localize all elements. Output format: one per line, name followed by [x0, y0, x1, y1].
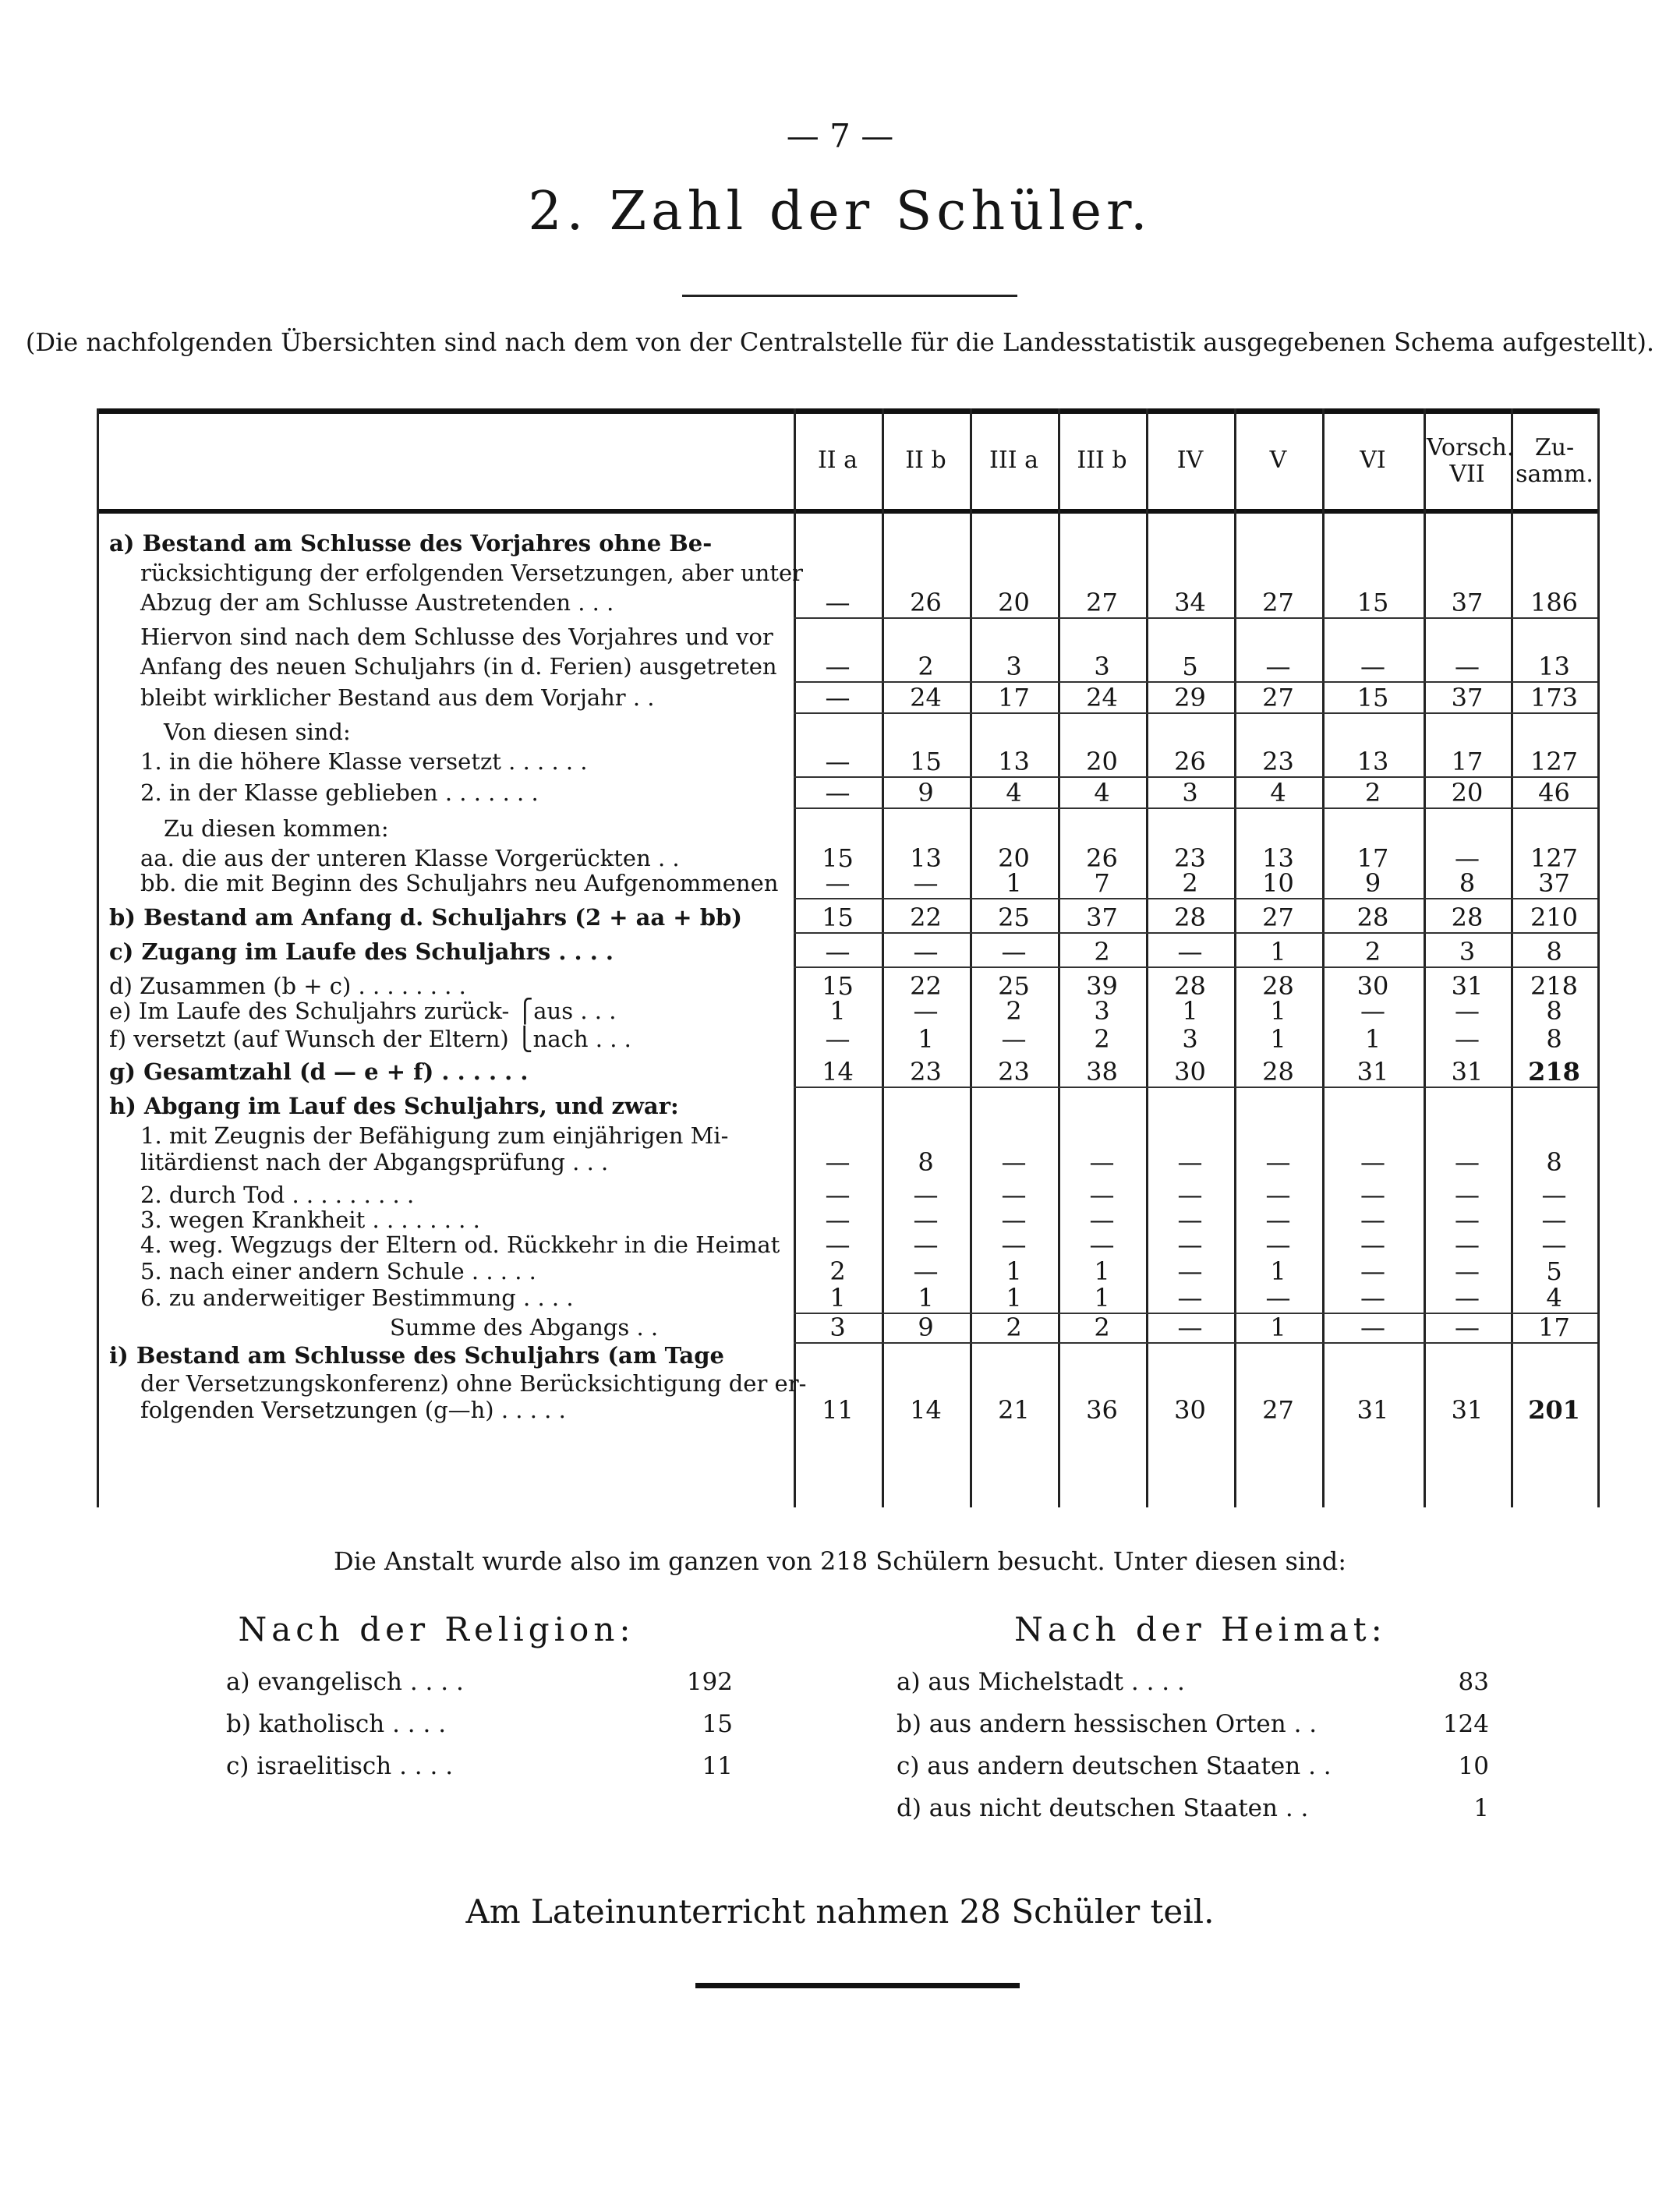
table-cell: —: [1360, 1180, 1385, 1210]
table-cell: 2: [1364, 778, 1381, 807]
list-item: c) israelitisch . . . .: [226, 1752, 454, 1780]
table-cell: —: [1001, 1147, 1027, 1177]
table-cell: 31: [1451, 1057, 1484, 1087]
table-cell: —: [1265, 652, 1291, 681]
table-cell: 13: [1538, 652, 1570, 681]
table-cell: 2: [829, 1256, 846, 1286]
table-cell: 2: [1364, 937, 1381, 966]
table-cell: 1: [1364, 1024, 1381, 1054]
table-cell: 17: [1451, 747, 1484, 776]
row-separator: [794, 712, 1597, 714]
table-right-border: [1597, 408, 1600, 1507]
table-cell: 17: [1356, 843, 1389, 873]
table-cell: —: [913, 937, 939, 966]
table-cell: 26: [910, 588, 942, 617]
list-item: b) aus andern hessischen Orten . .: [897, 1710, 1317, 1738]
table-cell: 1: [1182, 996, 1198, 1026]
table-cell: 28: [1174, 971, 1206, 1001]
table-cell: 22: [910, 903, 942, 932]
table-left-border: [97, 408, 99, 1507]
row-label: Von diesen sind:: [164, 719, 351, 745]
table-cell: 39: [1086, 971, 1118, 1001]
table-cell: —: [1001, 1205, 1027, 1235]
table-cell: —: [913, 1230, 939, 1260]
table-cell: —: [1541, 1205, 1567, 1235]
table-cell: 23: [998, 1057, 1030, 1087]
table-cell: —: [1177, 1180, 1203, 1210]
table-cell: —: [1360, 652, 1385, 681]
table-cell: —: [1089, 1205, 1115, 1235]
row-label: f) versetzt (auf Wunsch der Eltern) ⎩nach . . .: [109, 1026, 631, 1052]
column-header: II b: [905, 447, 946, 474]
table-cell: —: [825, 683, 851, 712]
table-cell: 1: [1006, 1256, 1022, 1286]
table-cell: 1: [1094, 1283, 1110, 1313]
table-cell: —: [1541, 1180, 1567, 1210]
table-cell: 37: [1086, 903, 1118, 932]
table-cell: 15: [822, 843, 854, 873]
table-top-rule: [97, 408, 1600, 414]
table-cell: 22: [910, 971, 942, 1001]
table-cell: 23: [910, 1057, 942, 1087]
row-label: folgenden Versetzungen (g—h) . . . . .: [140, 1397, 566, 1423]
table-cell: —: [825, 1180, 851, 1210]
table-cell: 218: [1530, 971, 1579, 1001]
table-cell: —: [1455, 1180, 1480, 1210]
table-cell: 2: [1006, 1313, 1022, 1342]
table-cell: 14: [822, 1057, 854, 1087]
table-cell: 1: [1270, 937, 1286, 966]
table-cell: 9: [918, 1313, 934, 1342]
table-cell: 37: [1451, 683, 1484, 712]
table-cell: 5: [1546, 1256, 1562, 1286]
table-cell: —: [1001, 1180, 1027, 1210]
table-cell: 28: [1356, 903, 1389, 932]
table-cell: 13: [1356, 747, 1389, 776]
table-cell: 31: [1356, 1395, 1389, 1425]
table-cell: —: [1089, 1147, 1115, 1177]
table-cell: —: [913, 868, 939, 898]
subtitle-note: (Die nachfolgenden Übersichten sind nach dem von der Centralstelle für die Landesstatistik ausgegebenen Schema aufgestellt).: [25, 327, 1655, 357]
table-cell: 26: [1086, 843, 1118, 873]
row-separator: [794, 898, 1597, 899]
table-cell: 15: [822, 903, 854, 932]
table-cell: 13: [998, 747, 1030, 776]
table-cell: 37: [1451, 588, 1484, 617]
heimat-heading: Nach der Heimat:: [1014, 1610, 1387, 1648]
table-cell: 127: [1530, 747, 1579, 776]
table-cell: —: [1360, 1230, 1385, 1260]
row-label: aa. die aus der unteren Klasse Vorgerückten . .: [140, 845, 680, 871]
table-cell: —: [1001, 1024, 1027, 1054]
table-cell: 36: [1086, 1395, 1118, 1425]
table-cell: —: [1455, 1230, 1480, 1260]
table-cell: 14: [910, 1395, 942, 1425]
table-cell: 15: [910, 747, 942, 776]
table-cell: 1: [1006, 868, 1022, 898]
list-value: 83: [1458, 1668, 1489, 1696]
table-cell: —: [913, 1180, 939, 1210]
row-label: 6. zu anderweitiger Bestimmung . . . .: [140, 1284, 574, 1311]
table-cell: 4: [1094, 778, 1110, 807]
table-cell: 3: [1094, 996, 1110, 1026]
table-cell: —: [1265, 1230, 1291, 1260]
table-cell: —: [1455, 996, 1480, 1026]
table-cell: 23: [1174, 843, 1206, 873]
table-cell: —: [1541, 1230, 1567, 1260]
table-cell: 30: [1174, 1057, 1206, 1087]
table-cell: —: [1089, 1180, 1115, 1210]
column-header: VI: [1360, 447, 1386, 474]
table-cell: —: [825, 1147, 851, 1177]
row-label: Abzug der am Schlusse Austretenden . . .: [140, 589, 614, 616]
row-separator: [794, 1087, 1597, 1088]
table-cell: 5: [1182, 652, 1198, 681]
table-cell: 3: [1182, 778, 1198, 807]
row-label: 2. durch Tod . . . . . . . . .: [140, 1182, 415, 1208]
table-cell: 34: [1174, 588, 1206, 617]
column-header: III b: [1077, 447, 1127, 474]
table-cell: 20: [1451, 778, 1484, 807]
table-cell: 25: [998, 903, 1030, 932]
table-cell: —: [1177, 1147, 1203, 1177]
column-header: II a: [817, 447, 858, 474]
table-cell: 2: [1006, 996, 1022, 1026]
table-cell: 31: [1356, 1057, 1389, 1087]
table-cell: 27: [1262, 903, 1294, 932]
table-cell: 8: [1546, 1024, 1562, 1054]
table-cell: —: [1265, 1147, 1291, 1177]
table-cell: 4: [1006, 778, 1022, 807]
table-cell: —: [1265, 1180, 1291, 1210]
table-cell: 21: [998, 1395, 1030, 1425]
table-cell: 201: [1528, 1395, 1580, 1425]
table-cell: 8: [1459, 868, 1476, 898]
table-cell: 13: [1262, 843, 1294, 873]
table-cell: —: [1360, 1147, 1385, 1177]
table-cell: 127: [1530, 843, 1579, 873]
summary-line: Die Anstalt wurde also im ganzen von 218 Schülern besucht. Unter diesen sind:: [334, 1546, 1346, 1576]
table-cell: 46: [1538, 778, 1570, 807]
table-cell: 1: [918, 1283, 934, 1313]
table-cell: 3: [1182, 1024, 1198, 1054]
row-label: der Versetzungskonferenz) ohne Berücksichtigung der er-: [140, 1370, 807, 1397]
table-cell: 3: [829, 1313, 846, 1342]
table-cell: 4: [1546, 1283, 1562, 1313]
table-cell: —: [1455, 652, 1480, 681]
table-cell: —: [1177, 1283, 1203, 1313]
closing-line: Am Lateinunterricht nahmen 28 Schüler teil.: [465, 1892, 1215, 1931]
table-cell: 28: [1262, 971, 1294, 1001]
table-cell: 26: [1174, 747, 1206, 776]
table-cell: 9: [1364, 868, 1381, 898]
table-cell: —: [1177, 937, 1203, 966]
table-cell: 1: [1006, 1283, 1022, 1313]
table-cell: 28: [1174, 903, 1206, 932]
row-separator: [794, 617, 1597, 619]
table-cell: 218: [1528, 1057, 1580, 1087]
table-cell: 8: [1546, 937, 1562, 966]
religion-heading: Nach der Religion:: [238, 1610, 635, 1648]
table-cell: —: [1455, 843, 1480, 873]
table-cell: 1: [1270, 1256, 1286, 1286]
list-item: b) katholisch . . . .: [226, 1710, 447, 1738]
row-label: Zu diesen kommen:: [164, 815, 389, 842]
list-value: 1: [1473, 1794, 1489, 1822]
table-cell: —: [1265, 1205, 1291, 1235]
row-label: 3. wegen Krankheit . . . . . . . .: [140, 1207, 480, 1233]
table-cell: 17: [1538, 1313, 1570, 1342]
table-cell: 1: [829, 996, 846, 1026]
table-cell: 38: [1086, 1057, 1118, 1087]
table-cell: 29: [1174, 683, 1206, 712]
table-cell: —: [913, 1256, 939, 1286]
table-cell: 210: [1530, 903, 1579, 932]
column-header: V: [1269, 447, 1287, 474]
list-item: a) aus Michelstadt . . . .: [897, 1668, 1185, 1696]
table-cell: 4: [1270, 778, 1286, 807]
column-header: III a: [989, 447, 1038, 474]
table-cell: —: [1360, 996, 1385, 1026]
table-cell: 2: [1182, 868, 1198, 898]
table-cell: 31: [1451, 971, 1484, 1001]
table-cell: —: [913, 1205, 939, 1235]
table-cell: —: [825, 747, 851, 776]
table-cell: 8: [1546, 1147, 1562, 1177]
row-label: b) Bestand am Anfang d. Schuljahrs (2 + aa + bb): [109, 904, 742, 931]
row-label: i) Bestand am Schlusse des Schuljahrs (am Tage: [109, 1342, 724, 1369]
column-header: IV: [1176, 447, 1204, 474]
table-cell: —: [1177, 1205, 1203, 1235]
row-label: g) Gesamtzahl (d — e + f) . . . . . .: [109, 1058, 529, 1085]
table-cell: 2: [1094, 937, 1110, 966]
table-cell: —: [1360, 1256, 1385, 1286]
list-item: d) aus nicht deutschen Staaten . .: [897, 1794, 1309, 1822]
table-cell: 23: [1262, 747, 1294, 776]
table-cell: 2: [1094, 1313, 1110, 1342]
row-label: h) Abgang im Lauf des Schuljahrs, und zwar:: [109, 1093, 679, 1119]
table-cell: —: [1177, 1230, 1203, 1260]
row-label: Anfang des neuen Schuljahrs (in d. Ferien) ausgetreten: [140, 653, 777, 680]
table-cell: —: [1455, 1205, 1480, 1235]
table-cell: 10: [1262, 868, 1294, 898]
row-label: litärdienst nach der Abgangsprüfung . . .: [140, 1149, 609, 1175]
table-cell: 15: [1356, 683, 1389, 712]
end-divider: [695, 1983, 1020, 1988]
page-number: — 7 —: [786, 117, 894, 155]
table-cell: —: [1360, 1205, 1385, 1235]
table-cell: —: [825, 868, 851, 898]
table-cell: 1: [918, 1024, 934, 1054]
table-cell: 3: [1459, 937, 1476, 966]
table-cell: 1: [1094, 1256, 1110, 1286]
table-cell: —: [825, 588, 851, 617]
table-cell: 3: [1094, 652, 1110, 681]
table-cell: 31: [1451, 1395, 1484, 1425]
table-cell: —: [825, 778, 851, 807]
table-cell: 28: [1451, 903, 1484, 932]
table-cell: 1: [1270, 1024, 1286, 1054]
table-cell: —: [1177, 1256, 1203, 1286]
table-cell: —: [1455, 1283, 1480, 1313]
table-cell: —: [1089, 1230, 1115, 1260]
table-cell: 27: [1262, 588, 1294, 617]
table-cell: —: [1265, 1283, 1291, 1313]
table-cell: 13: [910, 843, 942, 873]
table-cell: 27: [1086, 588, 1118, 617]
table-cell: —: [1455, 1256, 1480, 1286]
table-cell: 24: [1086, 683, 1118, 712]
table-cell: —: [1001, 1230, 1027, 1260]
table-cell: 2: [1094, 1024, 1110, 1054]
table-cell: 173: [1530, 683, 1579, 712]
table-cell: 30: [1356, 971, 1389, 1001]
table-cell: 15: [822, 971, 854, 1001]
table-cell: 2: [918, 652, 934, 681]
row-label: 1. mit Zeugnis der Befähigung zum einjährigen Mi-: [140, 1122, 729, 1149]
list-value: 192: [686, 1668, 733, 1696]
list-value: 11: [702, 1752, 733, 1780]
list-item: a) evangelisch . . . .: [226, 1668, 464, 1696]
row-label: bleibt wirklicher Bestand aus dem Vorjahr . .: [140, 684, 655, 711]
row-label: 5. nach einer andern Schule . . . . .: [140, 1258, 536, 1284]
row-label: rücksichtigung der erfolgenden Versetzungen, aber unter: [140, 560, 803, 586]
table-cell: 8: [1546, 996, 1562, 1026]
table-cell: 186: [1530, 588, 1579, 617]
table-cell: 24: [910, 683, 942, 712]
row-separator: [794, 807, 1597, 809]
table-cell: —: [825, 937, 851, 966]
table-cell: —: [1455, 1313, 1480, 1342]
row-separator: [794, 966, 1597, 968]
list-item: c) aus andern deutschen Staaten . .: [897, 1752, 1332, 1780]
table-cell: —: [825, 1024, 851, 1054]
table-cell: —: [1177, 1313, 1203, 1342]
table-cell: —: [1455, 1024, 1480, 1054]
table-cell: 30: [1174, 1395, 1206, 1425]
row-label: d) Zusammen (b + c) . . . . . . . .: [109, 973, 466, 999]
table-cell: 1: [1270, 1313, 1286, 1342]
row-label: 1. in die höhere Klasse versetzt . . . . . .: [140, 748, 588, 775]
row-label: 2. in der Klasse geblieben . . . . . . .: [140, 779, 539, 806]
table-cell: 1: [1270, 996, 1286, 1026]
table-cell: 20: [998, 843, 1030, 873]
table-cell: 3: [1006, 652, 1022, 681]
table-header-rule: [97, 509, 1600, 514]
row-separator: [794, 932, 1597, 934]
row-label: c) Zugang im Laufe des Schuljahrs . . . .: [109, 938, 614, 965]
table-cell: 15: [1356, 588, 1389, 617]
row-label: 4. weg. Wegzugs der Eltern od. Rückkehr in die Heimat: [140, 1231, 780, 1258]
table-cell: 11: [822, 1395, 854, 1425]
table-cell: —: [825, 1205, 851, 1235]
list-value: 15: [702, 1710, 733, 1738]
row-separator: [794, 1342, 1597, 1344]
table-cell: 25: [998, 971, 1030, 1001]
row-label: bb. die mit Beginn des Schuljahrs neu Aufgenommenen: [140, 870, 779, 896]
table-cell: 20: [1086, 747, 1118, 776]
table-cell: —: [913, 996, 939, 1026]
row-label: e) Im Laufe des Schuljahrs zurück- ⎧aus . . .: [109, 998, 617, 1024]
column-header: Zu-samm.: [1516, 434, 1593, 488]
table-cell: 1: [829, 1283, 846, 1313]
table-cell: —: [1360, 1283, 1385, 1313]
title-divider: [682, 295, 1017, 297]
row-label: a) Bestand am Schlusse des Vorjahres ohne Be-: [109, 530, 713, 557]
table-cell: —: [1455, 1147, 1480, 1177]
list-value: 124: [1442, 1710, 1489, 1738]
list-value: 10: [1458, 1752, 1489, 1780]
row-label: Hiervon sind nach dem Schlusse des Vorjahres und vor: [140, 624, 773, 650]
table-cell: 8: [918, 1147, 934, 1177]
table-cell: 27: [1262, 1395, 1294, 1425]
table-cell: 27: [1262, 683, 1294, 712]
table-cell: —: [825, 652, 851, 681]
column-header: Vorsch. VII: [1427, 434, 1515, 488]
table-cell: 28: [1262, 1057, 1294, 1087]
table-cell: —: [1360, 1313, 1385, 1342]
row-label: Summe des Abgangs . .: [390, 1314, 659, 1341]
table-cell: 7: [1094, 868, 1110, 898]
table-cell: —: [825, 1230, 851, 1260]
table-cell: —: [1001, 937, 1027, 966]
table-cell: 17: [998, 683, 1030, 712]
table-cell: 9: [918, 778, 934, 807]
table-cell: 20: [998, 588, 1030, 617]
page-title: 2. Zahl der Schüler.: [528, 181, 1152, 242]
table-cell: 37: [1538, 868, 1570, 898]
